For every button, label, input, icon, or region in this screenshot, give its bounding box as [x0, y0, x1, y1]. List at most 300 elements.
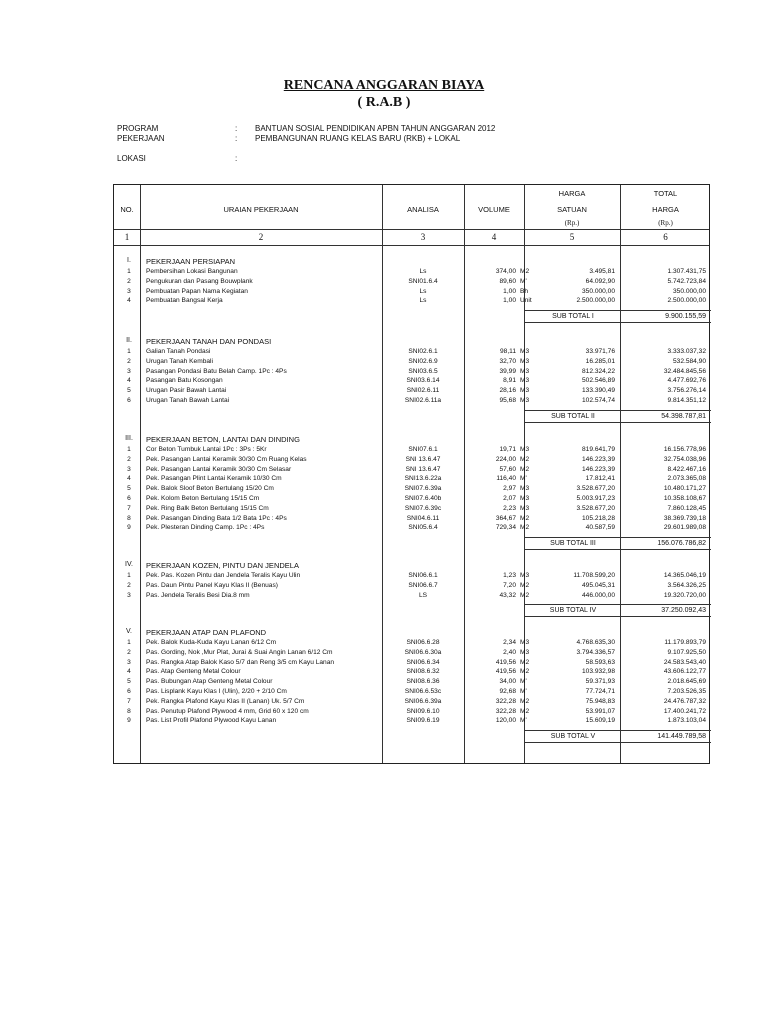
row-volume: 2,40	[503, 648, 516, 656]
row-analisa: SNI02.6.9	[408, 357, 438, 365]
table-row	[114, 376, 711, 385]
row-analisa: Ls	[419, 268, 427, 275]
row-description: Pek. Pasangan Plint Lantai Keramik 10/30 Cm	[146, 475, 282, 483]
row-harga-satuan: 495.045,31	[581, 581, 615, 589]
row-analisa: SNI07.6.39a	[404, 485, 442, 493]
table-row	[114, 445, 711, 454]
row-volume: 19,71	[499, 446, 516, 453]
subtotal-row	[524, 410, 711, 423]
row-description: Pek. Ring Balk Beton Bertulang 15/15 Cm	[146, 504, 269, 512]
row-volume: 116,40	[496, 475, 516, 483]
row-total-harga: 32.484.845,56	[663, 367, 706, 375]
subtotal-label: SUB TOTAL IV	[549, 607, 597, 615]
meta-colon: :	[235, 134, 238, 143]
row-unit: Bh	[520, 287, 529, 295]
row-unit: M'	[520, 717, 527, 725]
row-number: 7	[127, 504, 131, 512]
row-harga-satuan: 2.500.000,00	[576, 297, 615, 305]
row-harga-satuan: 102.574,74	[581, 397, 615, 404]
row-volume: 32,70	[499, 357, 516, 365]
col-number: 5	[569, 232, 575, 242]
row-volume: 322,28	[495, 697, 516, 705]
row-harga-satuan: 59.371,93	[585, 678, 615, 686]
row-analisa: SNI06.6.30a	[404, 648, 442, 656]
row-harga-satuan: 133.390,49	[581, 387, 615, 395]
row-analisa: SNI07.6.40b	[404, 495, 442, 502]
row-volume: 364,67	[495, 514, 516, 522]
row-number: 2	[127, 277, 131, 285]
row-analisa: SNI06.6.7	[408, 581, 438, 589]
subtotal-value: 141.449.789,58	[657, 733, 706, 741]
header-analisa: ANALISA	[407, 205, 439, 214]
row-volume: 1,00	[503, 297, 516, 305]
subtotal-row	[524, 537, 711, 550]
row-analisa: SNI02.6.11a	[404, 397, 442, 404]
row-unit: M2	[520, 465, 530, 473]
row-description: Pek. Pas. Kozen Pintu dan Jendela Teralis Kayu Ulin	[146, 572, 301, 579]
row-volume: 43,32	[499, 591, 516, 599]
row-analisa: Ls	[419, 287, 427, 295]
row-number: 3	[127, 591, 131, 599]
row-number: 4	[127, 475, 131, 483]
row-unit: M'	[520, 678, 527, 686]
row-analisa: SNI04.6.11	[406, 514, 440, 522]
row-description: Pas. Daun Pintu Panel Kayu Klas II (Benuas)	[146, 581, 278, 589]
row-analisa: SNI03.6.5	[408, 367, 438, 375]
col-number: 3	[420, 232, 426, 242]
table-row	[114, 677, 711, 686]
row-number: 4	[127, 297, 131, 305]
row-number: 1	[127, 572, 131, 579]
row-total-harga: 19.320.720,00	[663, 591, 706, 599]
row-total-harga: 8.422.467,16	[667, 465, 706, 473]
row-harga-satuan: 64.092,90	[585, 277, 615, 285]
row-number: 2	[127, 648, 131, 656]
document-subtitle: ( R.A.B )	[357, 95, 411, 110]
row-analisa: SNI02.6.1	[408, 348, 438, 355]
subtotal-value: 37.250.092,43	[661, 607, 706, 615]
table-row	[114, 667, 711, 676]
row-total-harga: 2.073.365,08	[667, 475, 706, 483]
row-unit: M2	[520, 668, 530, 676]
section-number: I.	[127, 257, 131, 264]
document-title: RENCANA ANGGARAN BIAYA	[283, 78, 485, 93]
meta-colon: :	[235, 154, 238, 163]
row-harga-satuan: 75.948,83	[585, 697, 615, 705]
row-harga-satuan: 819.641,79	[581, 446, 615, 453]
row-description: Pek. Plesteran Dinding Camp. 1Pc : 4Ps	[146, 524, 265, 532]
table-row	[114, 484, 711, 493]
row-unit: M2	[520, 658, 530, 666]
table-row	[114, 474, 711, 483]
table-row	[114, 716, 711, 725]
header-uraian: URAIAN PEKERJAAN	[223, 205, 299, 214]
table-row	[114, 396, 711, 405]
row-volume: 374,00	[495, 268, 516, 275]
row-total-harga: 9.814.351,12	[667, 397, 706, 404]
row-analisa: SNI07.6.39c	[404, 504, 442, 512]
row-description: Pek. Kolom Beton Bertulang 15/15 Cm	[146, 495, 260, 502]
row-volume: 322,28	[495, 707, 516, 715]
row-harga-satuan: 3.794.336,57	[576, 648, 615, 656]
row-analisa: SNI07.6.1	[408, 446, 438, 453]
header-rule	[114, 229, 709, 230]
meta-value: BANTUAN SOSIAL PENDIDIKAN APBN TAHUN ANGGARAN 2012	[255, 124, 496, 133]
row-total-harga: 3.564.326,25	[667, 581, 706, 589]
row-unit: M'	[520, 277, 527, 285]
row-analisa: SNI02.6.11	[406, 387, 440, 395]
header-rule	[114, 245, 709, 246]
subtotal-row	[524, 730, 711, 743]
table-row	[114, 648, 711, 657]
row-description: Pas. Rangka Atap Balok Kaso 5/7 dan Reng 3/5 cm Kayu Lanan	[146, 658, 335, 666]
row-analisa: SNI09.6.10	[406, 707, 440, 715]
row-number: 1	[127, 268, 131, 275]
row-unit: M2	[520, 707, 530, 715]
row-number: 5	[127, 485, 131, 493]
subtotal-divider	[620, 605, 621, 616]
row-harga-satuan: 40.587,59	[585, 524, 615, 532]
row-number: 9	[127, 524, 131, 532]
row-unit: M2	[520, 697, 530, 705]
row-unit: M3	[520, 639, 530, 646]
row-description: Cor Beton Tumbuk Lantai 1Pc : 3Ps : 5Kr	[146, 446, 267, 453]
row-analisa: SNI06.6.39a	[404, 697, 442, 705]
subtotal-value: 54.398.787,81	[661, 412, 706, 420]
row-number: 3	[127, 465, 131, 473]
section-title: PEKERJAAN PERSIAPAN	[146, 257, 236, 266]
row-harga-satuan: 33.971,76	[585, 348, 615, 355]
row-unit: M2	[520, 591, 530, 599]
row-number: 7	[127, 697, 131, 705]
row-total-harga: 14.365.046,19	[663, 572, 706, 579]
row-harga-satuan: 53.991,07	[585, 707, 615, 715]
meta-value: PEMBANGUNAN RUANG KELAS BARU (RKB) + LOKAL	[255, 134, 461, 143]
row-total-harga: 9.107.925,50	[667, 648, 706, 656]
row-description: Pas. Penutup Plafond Plywood 4 mm, Grid 60 x 120 cm	[146, 707, 309, 715]
row-number: 1	[127, 446, 131, 453]
row-number: 6	[127, 397, 131, 404]
row-harga-satuan: 146.223,39	[581, 465, 615, 473]
row-harga-satuan: 11.708.599,20	[573, 572, 615, 579]
row-total-harga: 10.358.108,67	[663, 495, 706, 502]
row-analisa: SNI06.6.1	[408, 572, 438, 579]
table-row	[114, 296, 711, 305]
row-description: Pasangan Batu Kosongan	[146, 377, 223, 385]
row-description: Urugan Tanah Kembali	[146, 357, 213, 365]
row-unit: M2	[520, 514, 530, 522]
row-number: 8	[127, 514, 131, 522]
row-description: Pek. Balok Sloof Beton Bertulang 15/20 Cm	[146, 485, 274, 493]
table-row	[114, 571, 711, 580]
table-row	[114, 455, 711, 464]
row-harga-satuan: 146.223,39	[581, 455, 615, 463]
table-row	[114, 277, 711, 286]
subtotal-divider	[620, 411, 621, 422]
row-harga-satuan: 103.932,98	[581, 668, 615, 676]
section-number: V.	[126, 628, 132, 635]
row-analisa: SNI03.6.14	[406, 377, 440, 385]
row-unit: M2	[520, 524, 530, 532]
row-number: 2	[127, 581, 131, 589]
table-row	[114, 638, 711, 647]
meta-colon: :	[235, 124, 238, 133]
subtotal-label: SUB TOTAL V	[550, 733, 596, 741]
row-description: Pembuatan Papan Nama Kegiatan	[146, 287, 248, 295]
header-rp-satuan: (Rp.)	[564, 219, 580, 227]
table-row	[114, 386, 711, 395]
subtotal-value: 156.076.786,82	[657, 540, 706, 548]
row-total-harga: 3.333.037,32	[667, 348, 706, 355]
row-number: 6	[127, 688, 131, 695]
row-volume: 28,16	[499, 387, 516, 395]
row-number: 6	[127, 495, 131, 502]
row-analisa: SNI 13.6.47	[405, 465, 441, 473]
row-volume: 92,68	[499, 688, 516, 695]
row-analisa: Ls	[419, 297, 427, 305]
row-volume: 95,68	[499, 397, 516, 404]
row-number: 2	[127, 455, 131, 463]
row-description: Pembersihan Lokasi Bangunan	[146, 268, 238, 275]
row-volume: 57,60	[499, 465, 516, 473]
row-number: 1	[127, 348, 131, 355]
row-volume: 34,00	[499, 678, 516, 686]
subtotal-divider	[620, 538, 621, 549]
table-row	[114, 687, 711, 696]
row-volume: 1,23	[503, 572, 516, 579]
row-harga-satuan: 3.528.677,20	[576, 485, 615, 493]
row-unit: M3	[520, 485, 530, 493]
row-total-harga: 38.369.739,18	[663, 514, 706, 522]
row-number: 8	[127, 707, 131, 715]
table-row	[114, 465, 711, 474]
table-row	[114, 581, 711, 590]
row-analisa: SNI 13.6.47	[405, 455, 441, 463]
table-row	[114, 267, 711, 276]
row-description: Pas. Bubungan Atap Genteng Metal Colour	[146, 678, 273, 686]
row-total-harga: 29.601.989,08	[663, 524, 706, 532]
section-title: PEKERJAAN KOZEN, PINTU DAN JENDELA	[146, 561, 299, 570]
row-analisa: LS	[418, 591, 428, 599]
row-description: Pas. Jendela Teralis Besi Dia.8 mm	[146, 591, 250, 599]
row-number: 3	[127, 367, 131, 375]
header-total: TOTAL	[653, 189, 678, 198]
row-unit: M3	[520, 504, 530, 512]
section-title: PEKERJAAN ATAP DAN PLAFOND	[146, 628, 267, 637]
meta-label: PROGRAM	[117, 124, 159, 133]
row-harga-satuan: 502.546,89	[581, 377, 615, 385]
row-unit: M3	[520, 387, 530, 395]
table-row	[114, 697, 711, 706]
header-total-harga: HARGA	[652, 205, 679, 214]
row-total-harga: 32.754.038,96	[663, 455, 706, 463]
row-volume: 729,34	[495, 524, 516, 532]
row-volume: 7,20	[503, 581, 516, 589]
header-harga: HARGA	[558, 189, 586, 198]
row-volume: 2,23	[503, 504, 516, 512]
row-description: Pas. List Profil Plafond Plywood Kayu Lanan	[146, 717, 277, 725]
row-volume: 419,56	[495, 668, 516, 676]
row-harga-satuan: 3.495,81	[589, 268, 615, 275]
row-harga-satuan: 812.324,22	[581, 367, 615, 375]
row-analisa: SNI06.6.53c	[404, 688, 442, 695]
row-description: Pek. Pasangan Dinding Bata 1/2 Bata 1Pc : 4Ps	[146, 514, 287, 522]
row-description: Galian Tanah Pondasi	[146, 348, 211, 355]
row-unit: M2	[520, 581, 530, 589]
header-no: NO.	[120, 205, 134, 214]
row-description: Pek. Pasangan Lantai Keramik 30/30 Cm Selasar	[146, 465, 292, 473]
row-volume: 224,00	[495, 455, 516, 463]
row-number: 2	[127, 357, 131, 365]
meta-label: LOKASI	[117, 154, 146, 163]
row-volume: 89,60	[499, 277, 516, 285]
row-unit: M3	[520, 446, 530, 453]
row-unit: Unit	[520, 297, 532, 305]
subtotal-row	[524, 310, 711, 323]
row-volume: 419,56	[495, 658, 516, 666]
row-number: 1	[127, 639, 131, 646]
row-total-harga: 17.400.241,72	[663, 707, 706, 715]
row-number: 3	[127, 287, 131, 295]
row-total-harga: 10.480.171,27	[663, 485, 706, 493]
row-description: Pengukuran dan Pasang Bouwplank	[146, 277, 253, 285]
subtotal-label: SUB TOTAL I	[552, 313, 594, 321]
row-volume: 1,00	[503, 287, 516, 295]
table-row	[114, 367, 711, 376]
row-description: Pas. Lisplank Kayu Klas I (Ulin), 2/20 + 2/10 Cm	[146, 688, 287, 695]
row-description: Pembuatan Bangsal Kerja	[146, 297, 223, 305]
row-description: Urugan Pasir Bawah Lantai	[146, 387, 227, 395]
row-harga-satuan: 3.528.677,20	[576, 504, 615, 512]
row-unit: M3	[520, 377, 530, 385]
section-title: PEKERJAAN TANAH DAN PONDASI	[146, 337, 272, 346]
row-total-harga: 24.476.787,32	[663, 697, 706, 705]
row-unit: M3	[520, 367, 530, 375]
row-analisa: SNI01.6.4	[408, 277, 438, 285]
section-number: IV.	[125, 561, 133, 568]
row-description: Pasangan Pondasi Batu Belah Camp. 1Pc : 4Ps	[146, 367, 287, 375]
col-number: 2	[258, 232, 264, 242]
row-total-harga: 5.742.723,84	[667, 277, 706, 285]
row-total-harga: 4.477.692,76	[667, 377, 706, 385]
row-harga-satuan: 105.218,28	[581, 514, 615, 522]
table-row	[114, 591, 711, 600]
row-unit: M3	[520, 348, 530, 355]
section-number: III.	[125, 435, 133, 442]
header-rp-total: (Rp.)	[658, 219, 673, 227]
row-description: Urugan Tanah Bawah Lantai	[146, 397, 230, 404]
row-number: 9	[127, 717, 131, 725]
row-total-harga: 7.203.526,35	[667, 688, 706, 695]
row-number: 3	[127, 658, 131, 666]
row-analisa: SNI08.6.36	[406, 678, 440, 686]
subtotal-divider	[620, 311, 621, 322]
col-number: 1	[124, 232, 130, 242]
header-volume: VOLUME	[478, 205, 510, 214]
row-harga-satuan: 77.724,71	[585, 688, 615, 695]
row-harga-satuan: 15.609,19	[585, 717, 615, 725]
row-volume: 98,11	[499, 348, 516, 355]
row-number: 5	[127, 387, 131, 395]
row-unit: M3	[520, 648, 530, 656]
row-harga-satuan: 58.593,63	[585, 658, 615, 666]
row-volume: 8,91	[503, 377, 516, 385]
row-analisa: SNI05.6.4	[408, 524, 438, 532]
subtotal-label: SUB TOTAL III	[550, 540, 596, 548]
row-description: Pek. Balok Kuda-Kuda Kayu Lanan 6/12 Cm	[146, 639, 277, 646]
table-row	[114, 707, 711, 716]
table-row	[114, 357, 711, 366]
row-number: 4	[127, 377, 131, 385]
row-volume: 39,99	[499, 367, 516, 375]
row-total-harga: 2.018.645,69	[667, 678, 706, 686]
row-total-harga: 43.606.122,77	[663, 668, 706, 676]
table-row	[114, 347, 711, 356]
section-number: II.	[126, 337, 132, 344]
row-volume: 2,34	[503, 639, 516, 646]
row-unit: M'	[520, 475, 527, 483]
row-total-harga: 1.307.431,75	[667, 268, 706, 275]
row-analisa: SNI09.6.19	[406, 717, 440, 725]
row-number: 5	[127, 678, 131, 686]
meta-label: PEKERJAAN	[117, 134, 165, 143]
row-harga-satuan: 446.000,00	[581, 591, 615, 599]
row-unit: M2	[520, 268, 530, 275]
row-description: Pas. Atap Genteng Metal Colour	[146, 668, 241, 676]
row-total-harga: 24.583.543,40	[663, 658, 706, 666]
row-volume: 2,07	[503, 495, 516, 502]
row-harga-satuan: 16.285,01	[585, 357, 615, 365]
header-satuan: SATUAN	[557, 205, 587, 214]
row-description: Pek. Rangka Plafond Kayu Klas II (Lanan) Uk. 5/7 Cm	[146, 697, 305, 705]
subtotal-row	[524, 604, 711, 617]
row-analisa: SNI13.6.22a	[404, 475, 442, 483]
table-row	[114, 287, 711, 296]
table-row	[114, 658, 711, 667]
rab-table	[113, 184, 710, 764]
row-unit: M3	[520, 397, 530, 404]
row-volume: 2,97	[503, 485, 516, 493]
row-analisa: SNI06.6.34	[406, 658, 440, 666]
table-row	[114, 514, 711, 523]
table-row	[114, 504, 711, 513]
row-harga-satuan: 5.003.917,23	[576, 495, 615, 502]
row-total-harga: 2.500.000,00	[667, 297, 706, 305]
table-row	[114, 523, 711, 532]
table-row	[114, 494, 711, 503]
subtotal-value: 9.900.155,59	[665, 313, 706, 321]
col-number: 6	[663, 232, 668, 242]
row-total-harga: 11.179.893,79	[664, 639, 706, 646]
row-unit: M2	[520, 455, 530, 463]
row-description: Pek. Pasangan Lantai Keramik 30/30 Cm Ruang Kelas	[146, 455, 307, 463]
row-description: Pas. Gording, Nok ,Mur Plat, Jurai & Suai Angin Lanan 6/12 Cm	[146, 648, 333, 656]
row-harga-satuan: 4.768.635,30	[576, 639, 615, 646]
row-total-harga: 532.584,90	[672, 357, 706, 365]
section-title: PEKERJAAN BETON, LANTAI DAN DINDING	[146, 435, 300, 444]
row-unit: M3	[520, 572, 530, 579]
row-harga-satuan: 350.000,00	[581, 287, 615, 295]
row-total-harga: 7.860.128,45	[667, 504, 706, 512]
row-unit: M3	[520, 495, 530, 502]
col-number: 4	[491, 232, 497, 242]
subtotal-divider	[620, 731, 621, 742]
row-analisa: SNI08.6.32	[406, 668, 440, 676]
subtotal-label: SUB TOTAL II	[551, 412, 595, 420]
row-unit: M3	[520, 357, 530, 365]
row-total-harga: 1.873.103,04	[667, 717, 706, 725]
row-total-harga: 3.756.276,14	[667, 387, 706, 395]
